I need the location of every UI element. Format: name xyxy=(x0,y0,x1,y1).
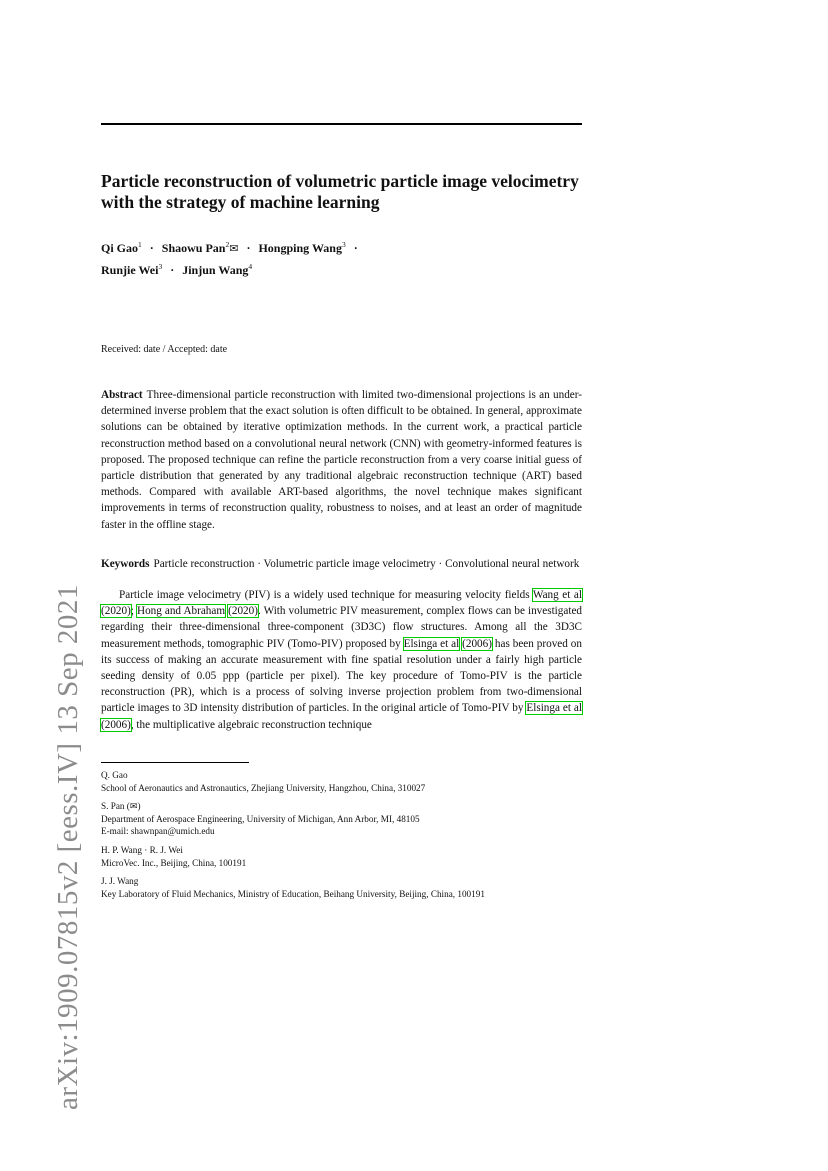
abstract-label: Abstract xyxy=(101,389,143,401)
affiliation-line: School of Aeronautics and Astronautics, Zhejiang University, Hangzhou, China, 310027 xyxy=(101,782,426,793)
abstract-text: Three-dimensional particle reconstruction with limited two-dimensional projections is an under-determined inverse problem that the exact solution is often difficult to be obtained. In general, approximate solutions can be obtained by iterative optimization methods. In the current work, a practical particle reconstruction method based on a convolutional neural network (CNN) with geometry-informed features is proposed. The proposed technique can refine the particle reconstruction from a very coarse initial guess of particle distribution that generated by any traditional algebraic reconstruction technique (ART) based methods. Compared with available ART-based algorithms, the novel technique makes significant improvements in terms of reconstruction quality, robustness to noises, and at least an order of magnitude faster in the offline stage. xyxy=(101,389,582,531)
keywords-text: Particle reconstruction · Volumetric particle image velocimetry · Convolutional neural network xyxy=(153,558,580,570)
affiliation-line: Department of Aerospace Engineering, University of Michigan, Ann Arbor, MI, 48105 xyxy=(101,813,420,824)
author-wei: Runjie Wei$^3$ xyxy=(101,262,163,277)
top-rule xyxy=(101,123,582,125)
author-separator: · xyxy=(170,263,175,277)
author-separator: · xyxy=(353,241,358,255)
citation-link[interactable]: Elsinga et al xyxy=(526,702,582,715)
affiliation-gao xyxy=(101,769,582,794)
email-line: E-mail: shawnpan@umich.edu xyxy=(101,826,215,837)
author-pan: Shaowu Pan$^2$✉ xyxy=(161,240,239,255)
affiliation-line: MicroVec. Inc., Beijing, China, 100191 xyxy=(101,857,247,868)
author-separator: · xyxy=(149,241,154,255)
arxiv-identifier: arXiv:1909.07815v2 [eess.IV] 13 Sep 2021 xyxy=(52,584,84,1110)
author-wang-hongping: Hongping Wang$^3$ xyxy=(258,240,346,255)
author-gao: Qi Gao$^1$ xyxy=(101,240,142,255)
abstract xyxy=(101,387,582,533)
affiliation-name: Q. Gao xyxy=(101,770,128,780)
keywords-label: Keywords xyxy=(101,558,150,570)
citation-year-link[interactable]: (2020) xyxy=(101,605,131,618)
author-wang-jinjun: Jinjun Wang$^4$ xyxy=(182,262,253,277)
received-date: Received: date / Accepted: date xyxy=(101,344,228,355)
citation-year-link[interactable]: (2006) xyxy=(462,637,492,650)
affiliation-wang-wei xyxy=(101,844,582,869)
citation-link[interactable]: Elsinga et al xyxy=(403,637,460,650)
envelope-icon: ✉ xyxy=(229,243,239,255)
author-separator: · xyxy=(246,241,251,255)
affiliation-pan xyxy=(101,800,582,838)
citation-link[interactable]: Wang et al xyxy=(532,589,582,601)
affiliation-wang-jj xyxy=(101,875,582,900)
affiliation-name: J. J. Wang xyxy=(101,876,139,887)
citation-year-link[interactable]: (2020) xyxy=(228,605,258,618)
intro-paragraph: Particle image velocimetry (PIV) is a widely used technique for measuring velocity fields Wang et al (2020); Hong and Abraham (2020). With volumetric PIV measurement, complex flows can be investigated regarding their three-dimensional three-component (3D3C) flow structures. Among all the 3D3C measurement methods, tomographic PIV (Tomo-PIV) proposed by Elsinga et al (2006) has been proved on its success of making an accurate measurement with fine spatial resolution under a fairly high particle seeding density of 0.05 ppp (particle per pixel). The key procedure of Tomo-PIV is the particle reconstruction (PR), which is a process of solving inverse projection problem from two-dimensional particle images to 3D intensity distribution of particles. In the original article of Tomo-PIV by Elsinga et al (2006), the multiplicative algebraic reconstruction technique xyxy=(101,589,583,731)
affiliation-name: H. P. Wang · R. J. Wei xyxy=(101,844,183,855)
affiliation-name: S. Pan (✉) xyxy=(101,801,141,812)
author-list xyxy=(101,236,601,279)
affiliation-line: Key Laboratory of Fluid Mechanics, Ministry of Education, Beihang University, Beijing, China, 100191 xyxy=(101,888,485,899)
affiliations xyxy=(101,769,582,906)
footnote-rule xyxy=(101,762,249,763)
keywords xyxy=(101,556,582,572)
citation-link[interactable]: Hong and Abraham xyxy=(136,605,226,618)
citation-year-link[interactable]: (2006) xyxy=(101,718,131,731)
paper-title: Particle reconstruction of volumetric particle image velocimetry with the strategy of machine learning xyxy=(101,171,579,212)
